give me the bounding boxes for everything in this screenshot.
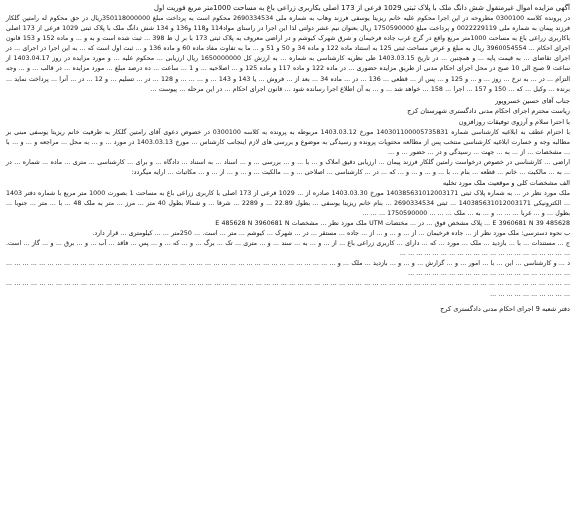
footer-signature: دفتر شعبه 9 اجرای احکام مدنی دادگستری کرج <box>440 304 570 313</box>
addressee-office: ریاست محترم اجرای احکام مدنی دادگستری شهرستان کرج <box>407 107 570 116</box>
expert-report-paragraph-2: اراضی ... کارشناسی در خصوص درخواست رامتین گلکار فرزند پیمان ... ارزیابی دقیق املاک و ... با ... و ... بررسی ... و ... اسناد ... به استناد ... دادگاه ... و برای ... کارشناسی ... متری ... ماده ... شماره ... در ... به ... مالکیت ... خانم ... قطعه ... بنام ... با ... و ... و ... و ... که ... در ... کارشناسی ... اصلاحی ... و ... مالکیت ... و ... و ... از ... و ... مکاتبات ... ارایه میگردد: <box>6 158 570 176</box>
coordinates-line: 485628 E 3960681 N 39 ... پلاک مشخص فوق ... در ... مختصات UTM ملک مورد نظر ... مشخصات E 485628 N 3960681 N <box>215 219 570 227</box>
access-paragraph: ب نحوه دسترسی: ملک مورد نظر از ... جاده فرخیمان ... از ... و ... و ... از ... جاده ... مستقر ... در ... شهرک ... کیوشم ... متر ... است. ... 250متر ... ... کیلومتری ... قرار دارد. <box>92 229 570 237</box>
section-d-paragraph: د ... و کارشناسی ... این ... با ... امور ... و ... گزارش ... و ... و ... بازدید ... ملک ... و ... ... ... ... ... ... ... ... ... ... ... ... ... ... ... ... ... ... ... ... ... ... ... ... ... ... ... ... ... ... ... ... ... ... ... ... ... ... ... ... ... ... ... ... ... ... ... ... ... ... ... ... ... ... ... ... ... ... ... ... <box>6 260 570 278</box>
property-specs-paragraph: ملک مورد نظر در ... به شماره پلاک ثبتی 140385631012003171 مورخ 1403.03.30 صادره از ... 1029 فرعی از 173 اصلی با کاربری زراعی باغ به مساحت 1 بصورت 1000 متر مربع با شماره دفتر 1403 ... الکترونیکی 140385631012003171 ... ثبتی 2690334534 ... بنام خانم ریزیتا یوسفی ... بطول 22.89 ... و 2289 ... شرقا ... و شمالا بطول 40 متر ... مرز ... متر به ملک 48 ... با ... متر ... جنوبا ... بطول ... و ... غربا ... ... ... و ... به ... ملک ... ... ... 1750590000 ... ... ... <box>6 189 570 217</box>
greeting-line: با احترا سلام و آرزوی توفیقات روزافزون <box>458 117 570 126</box>
section-c-paragraph: ج ... مستندات ... با ... بازدید ... ملک ... مورد ... که ... دارای ... کاربری زراعی باغ ... از ... و ... به ... سند ... و ... متری ... تک ... برگ ... و ... که ... و ... پس ... فاقد ... آب ... و ... برق ... و ... گاز ... است. ... ... ... ... ... ... ... ... ... ... ... ... ... ... ... ... ... ... ... ... ... <box>6 240 570 258</box>
notice-intro: در پرونده کلاسه 0300100 مطروحه در این اجرا محکوم علیه خانم ریزیتا یوسفی فرزند وهاب به شماره ملی 2690334534 محکوم است به پرداخت مبلغ 350118000000ریال در حق محکوم له رامتین گلکار فرزند پیمان به شماره ملی 0022229119 و پرداخت مبلغ 1750590000 ریال بعنوان نیم عشر دولتی لذا این اجرا در راستای مواد114 و118 و136 و 134 شش دانگ ملک با پلاک ثبتی 1029 فرعی از 173 اصلی باکاربری زراعی باغ به مساحت 1000متر مربع واقع در گرج غرب جاده فرخیمان و شرق شهرک کیوشم و در اراضی معروف به پلاک ثبتی 173 با بر ل ظ 398 ... ثبت شده است و به و ... و ماده 152 و 153 قانون اجرای احکام ... 3960054554 ریال به مبلغ و عرض مساحت ثبتی 125 به استناد ماده 122 و ماده 34 و 50 و 51 و ... ما به تفاوت مفاد ماده 60 و ماده 136 و ... ثبت اول است که ... به این اجرا در اجرای ... در اجرای تقاضای ... به قیمت پایه ... و همچنین ... در تاریخ 1403.03.15 طی نظریه کارشناسی به شماره ... به ارزش کل 1650000000 ریال ارزیابی ... محکوم علیه ... و مورد مزایده در روز 1403.04.17 از ساعت 9 صبح الی 10 صبح در محل اجرای احکام مدنی از طریق مزایده حضوری ... در ماده 122 و ماده 117 و ماده 125 و ... اصلاحیه ... و 1 ... ساعت ... ده درصد مبلغ ... مورد مزایده ... در قالب ... و ... وجه التزام ... در ... به نرخ ... روز ... و ... و 125 و ... پس از ... قطعی ... 136 ... در ... ماده 34 ... بعد از ... فروش ... یا 143 و 143 ... و ... ... ... و 128 ... در ... تسلیم ... و 12 ... در ... آنرا ... پرداخت نماید ... برنده ... وکیل ... که ... 150 و 157 ... اجرا ... 158 ... خواهد شد ... و ... به آن اطلاع اجرا رسانده شود ... قانون اجرای احکام ... در این مرحله ... پیوست ... <box>6 15 571 93</box>
section-e-paragraph: ... ... ... ... ... ... ... ... ... ... ... ... ... ... ... ... ... ... ... ... ... ... ... ... ... ... ... ... ... ... ... ... ... ... ... ... ... ... ... ... ... ... ... ... ... ... ... ... ... ... ... ... ... ... ... ... ... ... ... ... ... ... ... ... ... ... ... ... ... ... ... ... ... ... ... ... ... ... <box>6 280 570 298</box>
notice-title: آگهی مزایده اموال غیرمنقول شش دانگ ملک با پلاک ثبتی 1029 فرعی از 173 اصلی بکاربری زراعی باغ به مساحت 1000متر مربع فوریت اول <box>153 4 570 12</box>
addressee-name: جناب آقای حسین خسروپور <box>495 96 570 105</box>
section-title-specs: الف مشخصات کلی و موقعیت ملک مورد تخلیه <box>442 179 570 187</box>
expert-report-paragraph: با احترام عطف به ابلاغیه کارشناسی شماره 140301100005735831 مورخ 1403.03.12 مربوطه به پرونده به کلاسه 0300100 در خصوص دعوی آقای رامتین گلکار به طرفیت خانم ریزیتا یوسفی مبنی بر مطالبه وجه و خسارت ابلاغیه کارشناسی منتخب پس از مطالعه محتویات پرونده و رسیدگی به موضوع و بررسی های لازم اینجانب کارشناس ... مورخ 1403.03.13 در مورد ... و ... به محل ... مراجعه و ... و ... با ... مشخصات ... از ... به ... جهت ... رسیدگی و در ... حضور ... و ... <box>6 128 570 156</box>
